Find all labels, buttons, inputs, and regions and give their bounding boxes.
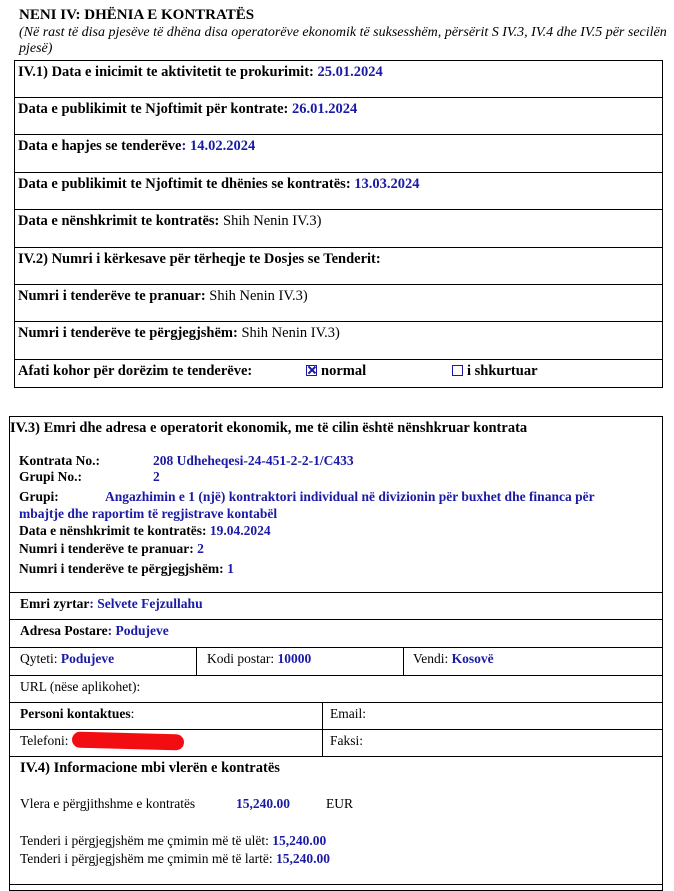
pub-notice-label: Data e publikimit te Njoftimit për kontrate: <box>18 101 292 117</box>
contract-no-value: 208 Udheheqesi-24-451-2-2-1/C433 <box>153 453 354 468</box>
group-value-line1: Angazhimin e 1 (një) kontraktori individual në divizionin për buxhet dhe financa për <box>105 489 595 504</box>
highest-price-row <box>20 851 330 867</box>
group-value-line2: mbajtje dhe raportim të regjistrave kontabël <box>19 506 278 521</box>
iv3-received-label: Numri i tenderëve te pranuar: <box>19 541 198 556</box>
group-no-value: 2 <box>153 469 160 484</box>
country-label: Vendi: <box>413 651 452 666</box>
checkbox-empty-icon[interactable] <box>452 365 463 376</box>
iv3-responsive-value: 1 <box>227 561 234 576</box>
opening-date-row <box>18 138 255 155</box>
contact-person-label: Personi kontaktues <box>20 706 131 721</box>
received-tenders-value: Shih Nenin IV.3) <box>209 288 308 304</box>
contact-person-row <box>20 706 134 722</box>
postal-address-label: Adresa Postare <box>20 623 108 638</box>
section-iv4-heading: IV.4) Informacione mbi vlerën e kontratës <box>20 760 280 776</box>
deadline-label: Afati kohor për dorëzim te tenderëve: <box>18 363 253 379</box>
country-value: Kosovë <box>451 651 494 666</box>
postal-code-label: Kodi postar: <box>207 651 278 666</box>
total-value: 15,240.00 <box>236 796 290 811</box>
highest-price-label: Tenderi i përgjegjshëm me çmimin më të lartë: <box>20 851 276 866</box>
iv3-responsive-label: Numri i tenderëve te përgjegjshëm: <box>19 561 228 576</box>
initiation-date-row <box>18 64 383 81</box>
redaction-mark <box>72 732 184 751</box>
group-label: Grupi: <box>19 489 59 504</box>
iv3-signing-label: Data e nënshkrimit te kontratës: <box>19 523 210 538</box>
lowest-price-label: Tenderi i përgjegjshëm me çmimin më të ulët: <box>20 833 273 848</box>
currency-label: EUR <box>326 796 353 811</box>
responsive-tenders-row <box>18 325 340 342</box>
option-short[interactable] <box>452 363 538 380</box>
signing-date-row <box>18 213 321 230</box>
iv3-responsive-row <box>19 561 234 577</box>
lowest-price-value: 15,240.00 <box>272 833 327 848</box>
signing-date-label: Data e nënshkrimit te kontratës: <box>18 213 223 229</box>
pub-award-row <box>18 176 420 193</box>
group-no-label: Grupi No.: <box>19 469 83 484</box>
option-short-label: i shkurtuar <box>467 363 538 379</box>
section-note: (Në rast të disa pjesëve të dhëna disa operatorëve ekonomik të suksesshëm, përsërit S IV.3, IV.4 dhe IV.5 për secilën pjesë) <box>19 25 667 56</box>
contract-no-label: Kontrata No.: <box>19 453 100 468</box>
responsive-tenders-label: Numri i tenderëve te përgjegjshëm: <box>18 325 242 341</box>
pub-award-value: 13.03.2024 <box>354 176 420 192</box>
option-normal-label: normal <box>321 363 367 379</box>
option-normal[interactable] <box>306 363 366 380</box>
contact-person-suffix: : <box>130 706 135 721</box>
pub-notice-row <box>18 101 357 118</box>
iv3-signing-row <box>19 523 271 539</box>
fax-label: Faksi: <box>330 733 364 748</box>
postal-address-value: : Podujeve <box>107 623 169 638</box>
official-name-label: Emri zyrtar <box>20 596 90 611</box>
iv3-received-value: 2 <box>197 541 204 556</box>
phone-label: Telefoni: <box>20 733 69 748</box>
url-label: URL (nëse aplikohet): <box>20 679 141 694</box>
city-field <box>20 651 114 667</box>
requests-row <box>18 251 381 268</box>
pub-notice-value: 26.01.2024 <box>292 101 358 117</box>
city-value: Podujeve <box>60 651 115 666</box>
email-label: Email: <box>330 706 366 721</box>
responsive-tenders-value: Shih Nenin IV.3) <box>241 325 340 341</box>
section-iv3-heading: IV.3) Emri dhe adresa e operatorit ekonomik, me të cilin është nënshkruar kontrata <box>10 420 528 436</box>
received-tenders-label: Numri i tenderëve te pranuar: <box>18 288 210 304</box>
requests-label: IV.2) Numri i kërkesave për tërheqje te Dosjes se Tenderit: <box>18 251 381 267</box>
country-field <box>413 651 494 667</box>
iv3-signing-value: 19.04.2024 <box>209 523 271 538</box>
opening-date-label: Data e hapjes se tenderëve <box>18 138 182 154</box>
pub-award-label: Data e publikimit te Njoftimit te dhënies se kontratës: <box>18 176 355 192</box>
official-name-row <box>20 596 203 612</box>
signing-date-value: Shih Nenin IV.3) <box>223 213 322 229</box>
initiation-date-label: IV.1) Data e inicimit te aktivitetit te prokurimit: <box>18 64 318 80</box>
highest-price-value: 15,240.00 <box>275 851 330 866</box>
received-tenders-row <box>18 288 308 305</box>
iv3-received-row <box>19 541 204 557</box>
city-label: Qyteti: <box>20 651 61 666</box>
initiation-date-value: 25.01.2024 <box>317 64 383 80</box>
deadline-row <box>18 363 252 380</box>
section-title: NENI IV: DHËNIA E KONTRATËS <box>19 7 255 23</box>
postal-address-row <box>20 623 169 639</box>
total-value-label: Vlera e përgjithshme e kontratës <box>20 796 196 811</box>
lowest-price-row <box>20 833 326 849</box>
postal-code-field <box>207 651 311 667</box>
official-name-value: : Selvete Fejzullahu <box>89 596 203 611</box>
opening-date-value: : 14.02.2024 <box>181 138 256 154</box>
checkbox-checked-icon[interactable] <box>306 365 317 376</box>
postal-code-value: 10000 <box>277 651 312 666</box>
